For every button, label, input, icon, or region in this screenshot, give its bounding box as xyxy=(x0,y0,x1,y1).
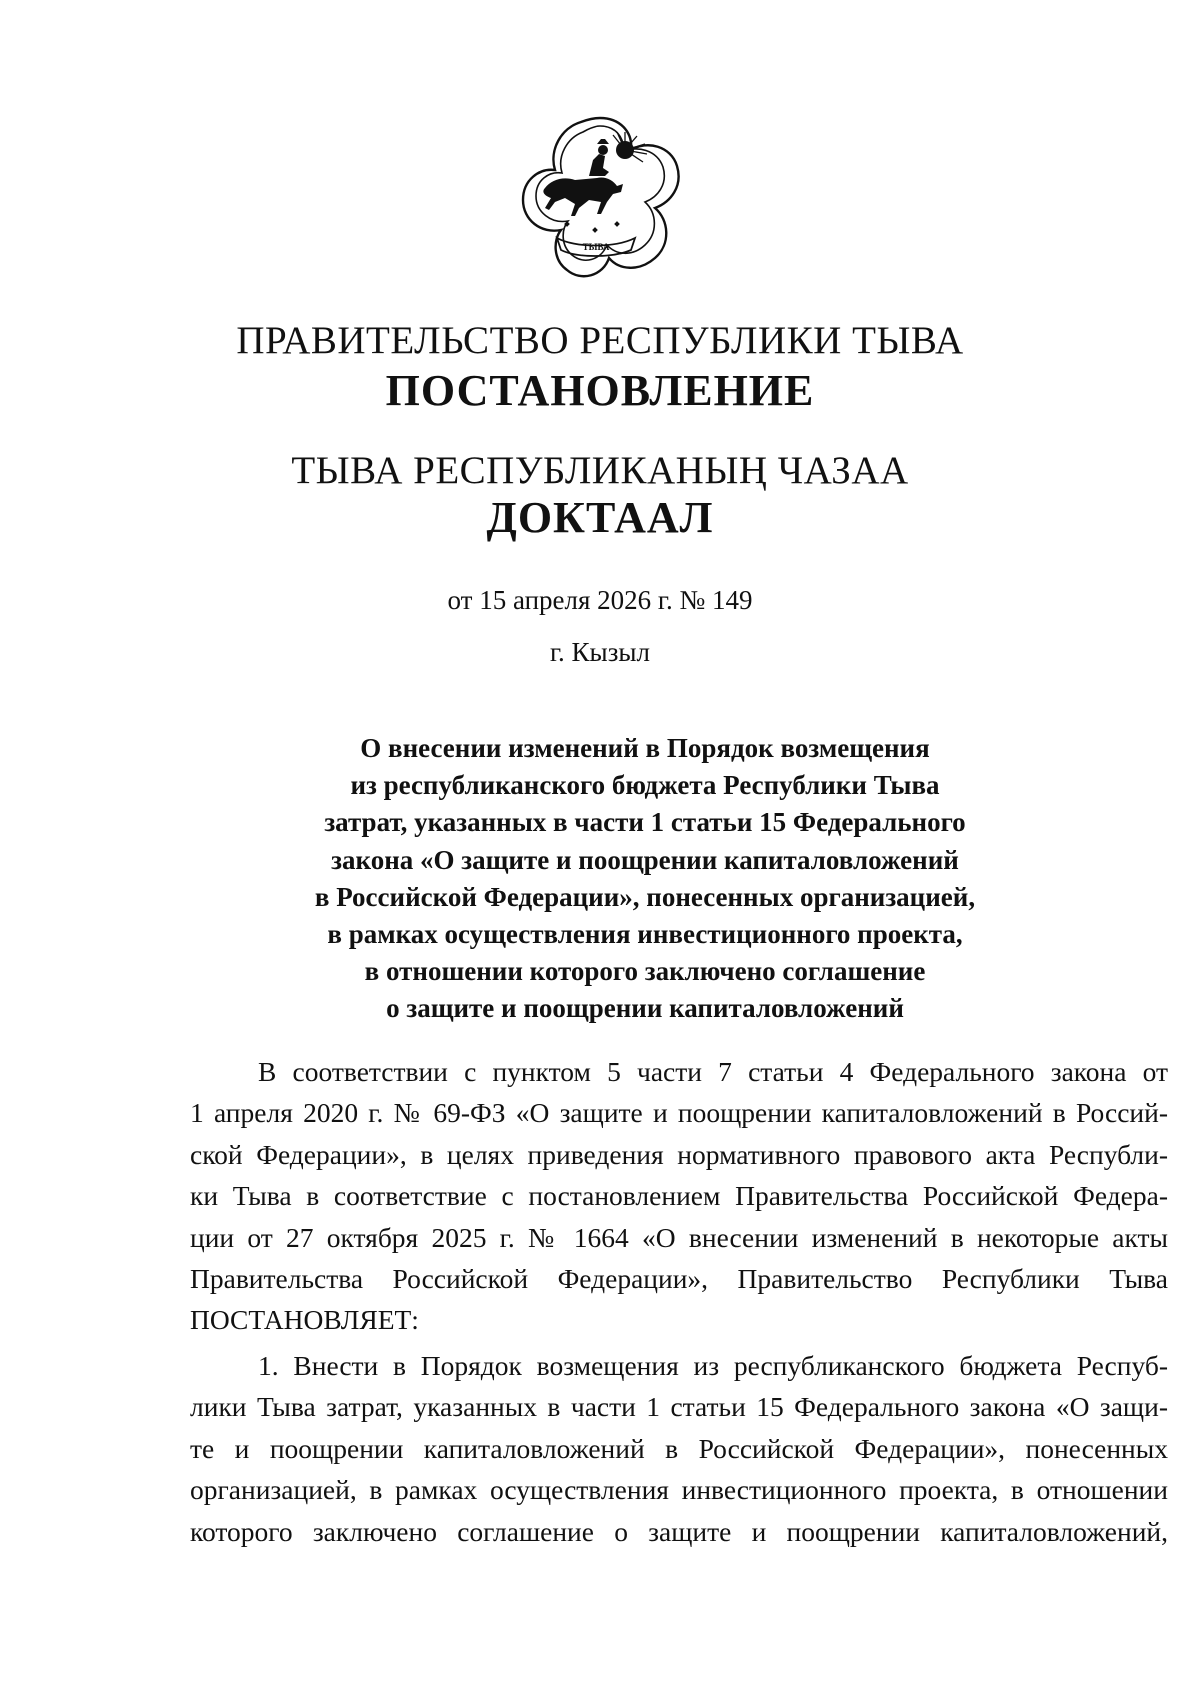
title-line: О внесении изменений в Порядок возмещения xyxy=(360,733,930,763)
clause-1-paragraph xyxy=(190,1345,1168,1552)
decree-date-number: от 15 апреля 2026 г. № 149 xyxy=(447,585,753,615)
emblem-ribbon-text: ТЫВА xyxy=(582,242,610,252)
paragraph-line: 1. Внести в Порядок возмещения из республиканского бюджета Респуб- xyxy=(258,1350,1168,1381)
paragraph-line: ской Федерации», в целях приведения нормативного правового акта Республи- xyxy=(190,1138,1168,1170)
paragraph-line: ции от 27 октября 2025 г. № 1664 «О внесении изменений в некоторые акты xyxy=(190,1221,1168,1253)
coat-of-arms-emblem xyxy=(505,110,695,290)
paragraph-line: В соответствии с пунктом 5 части 7 статьи 4 Федерального закона от xyxy=(258,1056,1168,1087)
decree-label-tyv: ДОКТААЛ xyxy=(486,493,714,542)
title-line: в рамках осуществления инвестиционного проекта, xyxy=(327,919,963,950)
title-line: в отношении которого заключено соглашение xyxy=(364,956,926,987)
paragraph-line: 1 апреля 2020 г. № 69-ФЗ «О защите и поощрении капиталовложений в Россий- xyxy=(190,1097,1168,1129)
title-line: из республиканского бюджета Республики Тыва xyxy=(350,770,940,801)
paragraph-line: те и поощрении капиталовложений в Российской Федерации», понесенных xyxy=(190,1432,1168,1464)
title-line: закона «О защите и поощрении капиталовложений xyxy=(331,844,959,875)
title-line: затрат, указанных в части 1 статьи 15 Федерального xyxy=(324,807,966,838)
title-line: в Российской Федерации», понесенных организацией, xyxy=(314,881,976,912)
title-line: о защите и поощрении капиталовложений xyxy=(386,993,904,1024)
preamble-paragraph xyxy=(190,1051,1168,1341)
paragraph-line: ПОСТАНОВЛЯЕТ: xyxy=(190,1304,419,1336)
paragraph-line: ки Тыва в соответствие с постановлением Правительства Российской Федера- xyxy=(190,1180,1168,1212)
decree-city: г. Кызыл xyxy=(550,637,650,667)
paragraph-line: лики Тыва затрат, указанных в части 1 статьи 15 Федерального закона «О защи- xyxy=(190,1391,1168,1423)
government-title-ru: ПРАВИТЕЛЬСТВО РЕСПУБЛИКИ ТЫВА xyxy=(236,319,964,362)
paragraph-line: которого заключено соглашение о защите и поощрении капиталовложений, xyxy=(190,1515,1168,1547)
decree-title xyxy=(280,730,1010,1028)
paragraph-line: организацией, в рамках осуществления инвестиционного проекта, в отношении xyxy=(190,1474,1168,1506)
government-title-tyv: ТЫВА РЕСПУБЛИКАНЫҢ ЧАЗАА xyxy=(291,449,909,492)
decree-label-ru: ПОСТАНОВЛЕНИЕ xyxy=(385,366,815,415)
paragraph-line: Правительства Российской Федерации», Правительство Республики Тыва xyxy=(190,1262,1168,1294)
